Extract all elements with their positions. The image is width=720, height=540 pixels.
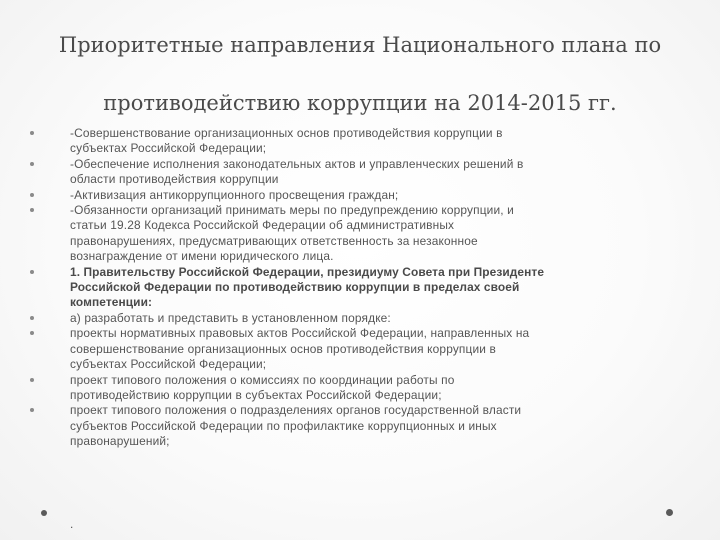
item-line: компетенции:: [70, 295, 153, 310]
item-line: статьи 19.28 Кодекса Российской Федерации об административных: [70, 218, 455, 233]
item-line: совершенствование организационных основ противодействия коррупции в: [70, 341, 496, 356]
decorative-dot-left-icon: [41, 510, 47, 516]
bullet-icon: [30, 208, 34, 212]
bullet-icon: [30, 331, 34, 335]
item-line: -Активизация антикоррупционного просвещения граждан;: [70, 187, 399, 202]
list-item: [30, 188, 660, 203]
item-line: -Совершенствование организационных основ противодействия коррупции в: [70, 126, 503, 140]
list-item: [30, 373, 660, 404]
list-item: [30, 126, 660, 157]
item-line: -Обеспечение исполнения законодательных актов и управленческих решений в: [70, 156, 524, 171]
bullet-icon: [30, 193, 34, 197]
item-line: правонарушениях, предусматривающих ответственность за незаконное: [70, 233, 478, 248]
trailing-text: .: [70, 517, 74, 531]
slide-title-line-2: противодействию коррупции на 2014-2015 гг.: [103, 91, 617, 115]
slide-title-line-1: Приоритетные направления Национального плана по: [58, 33, 662, 57]
list-item: [30, 157, 660, 188]
decorative-dot-right-icon: [666, 509, 673, 516]
item-line: -Обязанности организаций принимать меры по предупреждению коррупции, и: [70, 203, 514, 218]
item-line: а) разработать и представить в установленном порядке:: [70, 310, 391, 325]
item-line: вознаграждение от имени юридического лица.: [70, 249, 334, 264]
bullet-icon: [30, 131, 34, 135]
bullet-list: [30, 126, 660, 450]
bullet-icon: [30, 270, 34, 274]
item-line: субъектах Российской Федерации;: [70, 357, 267, 372]
list-item-bold: [30, 265, 660, 311]
item-line: Российской Федерации по противодействию коррупции в пределах своей: [70, 280, 520, 295]
bullet-icon: [30, 316, 34, 320]
item-line: проект типового положения о подразделениях органов государственной власти: [70, 403, 522, 418]
item-line: противодействию коррупции в субъектах Российской Федерации;: [70, 387, 442, 402]
bullet-icon: [30, 162, 34, 166]
item-line: области противодействия коррупции: [70, 172, 279, 187]
item-line: 1. Правительству Российской Федерации, президиуму Совета при Президенте: [70, 264, 545, 279]
item-line: субъектов Российской Федерации по профилактике коррупционных и иных: [70, 418, 497, 433]
item-line: проект типового положения о комиссиях по координации работы по: [70, 372, 455, 387]
list-item: [30, 326, 660, 372]
list-item: [30, 311, 660, 326]
item-line: проекты нормативных правовых актов Российской Федерации, направленных на: [70, 326, 530, 341]
list-item: [30, 203, 660, 265]
bullet-icon: [30, 378, 34, 382]
item-line: субъектах Российской Федерации;: [70, 141, 267, 156]
list-item: [30, 403, 660, 449]
item-line: правонарушений;: [70, 434, 170, 449]
bullet-icon: [30, 408, 34, 412]
